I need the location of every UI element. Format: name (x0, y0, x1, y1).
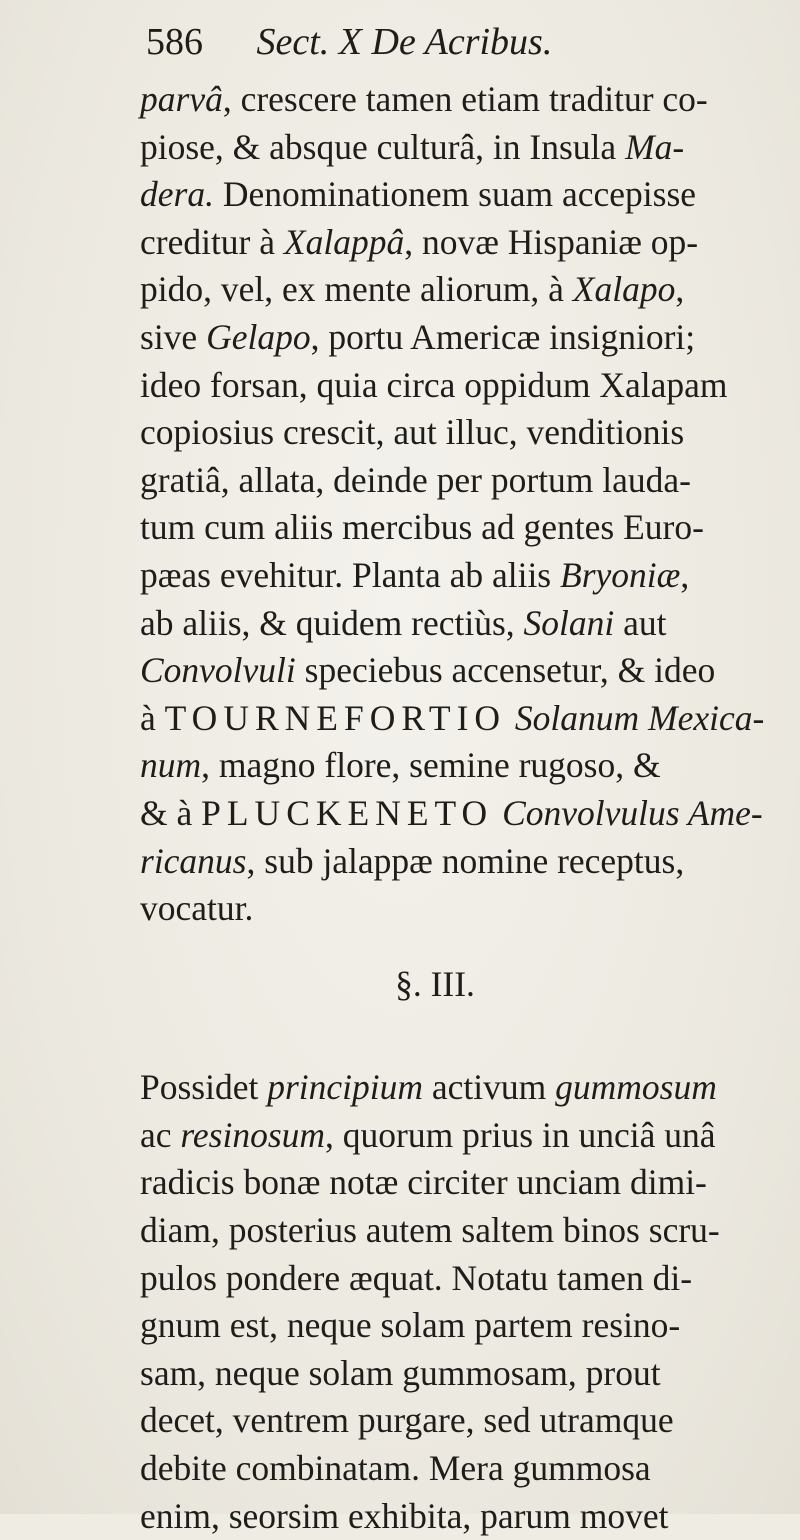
text-line (140, 1112, 790, 1160)
text-line (140, 742, 790, 790)
text-line (140, 1064, 790, 1112)
text-line (140, 600, 790, 648)
text-run: gnum est, neque solam partem resino- (140, 1305, 681, 1346)
italic-text: gummosum (555, 1067, 717, 1108)
text-run: activum (423, 1067, 556, 1108)
text-line (140, 695, 790, 743)
text-line (140, 171, 790, 219)
paragraph-1 (140, 76, 790, 933)
text-run: , crescere tamen etiam traditur co- (222, 79, 708, 119)
text-run: TOURNEFORTIO (164, 697, 507, 738)
text-line (140, 790, 790, 838)
text-line (140, 76, 790, 124)
text-run: , portu Americæ insigniori; (310, 316, 696, 357)
text-line (140, 1255, 790, 1303)
text-run: PLUCKENETO (201, 792, 494, 833)
text-run: aut (614, 602, 667, 643)
text-run: Denominationem suam accepisse (213, 174, 697, 215)
text-line (140, 885, 790, 933)
text-line (140, 266, 790, 314)
italic-text: Convolvulus Ame- (502, 792, 763, 833)
text-run: vocatur. (140, 888, 254, 929)
italic-text: resinosum (180, 1114, 326, 1155)
text-run: , quorum prius in unciâ unâ (325, 1114, 716, 1155)
text-run: diam, posterius autem saltem binos scru- (140, 1210, 720, 1251)
text-line (140, 552, 790, 600)
italic-text: Convolvuli (140, 650, 296, 691)
text-line (140, 314, 790, 362)
italic-text: Solani (523, 602, 615, 643)
italic-text: ricanus (140, 840, 247, 881)
italic-text: Xalapo (572, 269, 676, 310)
text-run: , (680, 554, 690, 595)
text-run: , novæ Hispaniæ op- (404, 221, 699, 262)
text-run: radicis bonæ notæ circiter unciam dimi- (140, 1162, 707, 1203)
text-run: debite combinatam. Mera gummosa (140, 1448, 651, 1489)
text-line (140, 1397, 790, 1445)
body-text (140, 76, 790, 1540)
text-run: sive (140, 316, 207, 357)
text-run: à (140, 697, 165, 738)
italic-text: Gelapo (206, 316, 311, 357)
page-number: 586 (146, 21, 203, 63)
text-line (140, 1159, 790, 1207)
text-line (140, 362, 790, 410)
text-line (140, 1445, 790, 1493)
text-line (140, 647, 790, 695)
italic-text: dera. (140, 174, 214, 215)
running-title: Sect. X De Acribus. (256, 21, 553, 63)
text-run: pulos pondere æquat. Notatu tamen di- (140, 1257, 693, 1298)
text-run: tum cum aliis mercibus ad gentes Euro- (140, 507, 704, 548)
italic-text: num (140, 745, 202, 786)
text-run: Possidet (140, 1067, 268, 1108)
text-run: enim, seorsim exhibita, parum movet (140, 1495, 669, 1536)
text-run (493, 793, 502, 833)
text-line (140, 1350, 790, 1398)
italic-text: Bryoniæ (560, 554, 681, 595)
text-run: gratiâ, allata, deinde per portum lauda- (140, 459, 691, 500)
text-line (140, 457, 790, 505)
text-line (140, 1207, 790, 1255)
text-run: pido, vel, ex mente aliorum, à (140, 269, 573, 310)
text-line (140, 124, 790, 172)
text-run: ac (140, 1114, 181, 1155)
text-run: & à (140, 792, 202, 833)
text-run: ideo forsan, quia circa oppidum Xalapam (140, 364, 728, 405)
text-run: sam, neque solam gummosam, prout (140, 1352, 661, 1393)
text-run: copiosius crescit, aut illuc, venditionis (140, 412, 685, 453)
section-heading: §. III. (395, 963, 475, 1004)
text-run: , sub jalappæ nomine receptus, (246, 840, 685, 881)
text-run (506, 698, 515, 738)
paragraph-2 (140, 1064, 790, 1540)
text-line (140, 838, 790, 886)
text-run: , magno flore, semine rugoso, & (201, 745, 661, 786)
text-line (140, 409, 790, 457)
running-header (146, 20, 552, 64)
text-run: pæas evehitur. Planta ab aliis (140, 554, 561, 595)
text-run: , (675, 269, 685, 310)
italic-text: principium (267, 1067, 424, 1108)
italic-text: Ma- (625, 126, 685, 167)
text-run: speciebus accensetur, & ideo (295, 650, 716, 691)
text-run: piose, & absque culturâ, in Insula (140, 126, 626, 167)
text-line (140, 504, 790, 552)
text-run: creditur à (140, 221, 284, 262)
text-line (140, 219, 790, 267)
italic-text: parvâ (140, 79, 223, 119)
text-line (140, 1302, 790, 1350)
italic-text: Xalappâ (283, 221, 405, 262)
text-run: ab aliis, & quidem rectiùs, (140, 602, 524, 643)
text-line (140, 1493, 790, 1540)
italic-text: Solanum Mexica- (514, 697, 765, 738)
text-run: decet, ventrem purgare, sed utramque (140, 1400, 674, 1441)
